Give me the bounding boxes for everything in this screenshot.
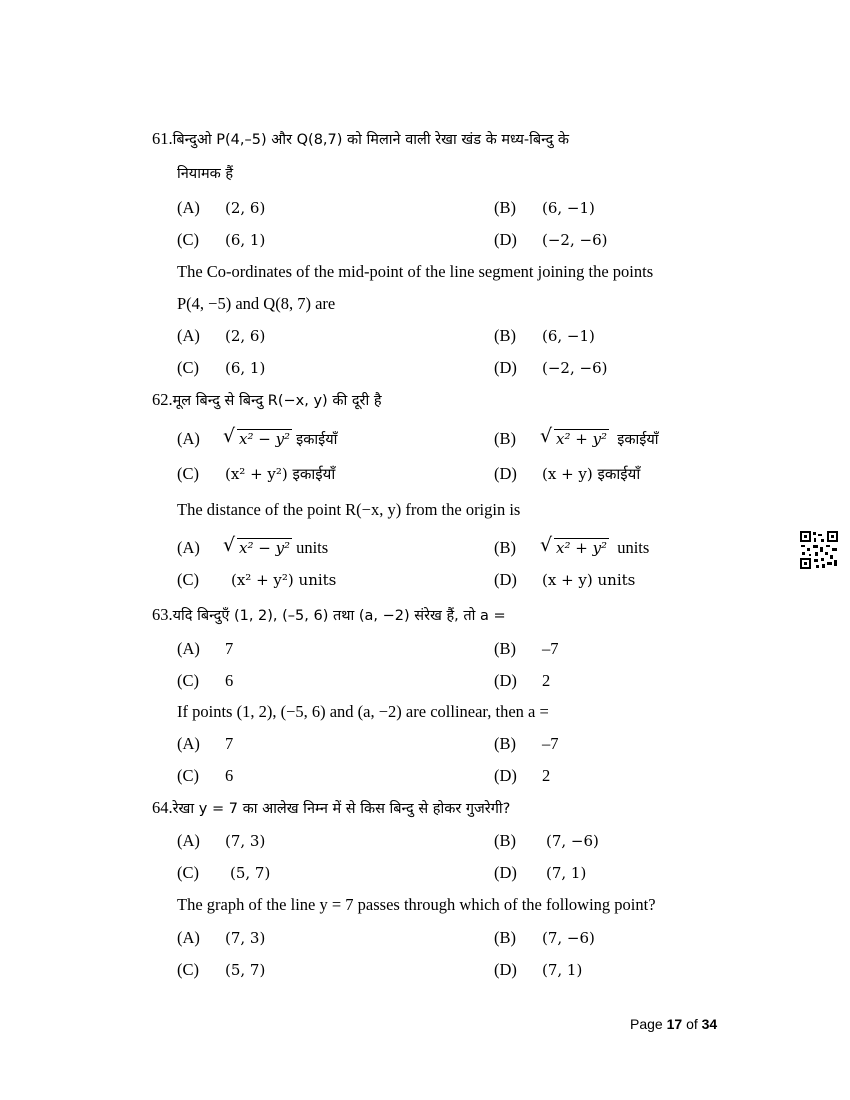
q64-en-option-a: [177, 927, 265, 949]
sqrt-expression: [225, 428, 292, 450]
q64-hi-option-c: [177, 862, 270, 884]
q62-number: 62.: [152, 390, 173, 409]
radicand: x² + y²: [556, 430, 608, 448]
option-value: (7, 1): [542, 961, 583, 979]
option-value: 7: [225, 639, 234, 658]
option-label: (B): [494, 326, 516, 345]
q62-hindi-line: [152, 389, 752, 412]
q62-hindi-text: मूल बिन्दु से बिन्दु R(−x, y) की दूरी है: [172, 393, 382, 409]
option-label: (C): [177, 230, 199, 249]
q64-hindi-line: [152, 797, 752, 820]
q62-hi-option-a: [177, 428, 337, 451]
unit-text: इकाईयाँ: [617, 432, 659, 448]
q62-en-option-a: [177, 537, 328, 559]
q61-hindi-text: बिन्दुओ P(4,–5) और Q(8,7) को मिलाने वाली रेखा खंड के मध्य-बिन्दु के: [172, 132, 570, 148]
footer-of: of: [686, 1016, 698, 1032]
q61-en-option-a: [177, 325, 265, 347]
q63-en-option-d: [494, 765, 550, 787]
option-label: (A): [177, 639, 200, 658]
radicand: x² − y²: [239, 430, 291, 448]
option-label: (D): [494, 358, 517, 377]
q63-hi-option-c: [177, 670, 233, 692]
sqrt-expression: [542, 428, 609, 450]
option-label: (B): [494, 538, 516, 557]
radicand: x² − y²: [239, 539, 291, 557]
q61-en-option-d: [494, 357, 607, 379]
q62-hi-option-b: [494, 428, 659, 451]
q63-en-option-a: [177, 733, 233, 755]
qr-code-icon: [799, 530, 839, 570]
radicand: x² + y²: [556, 539, 608, 557]
sqrt-expression: [225, 537, 292, 559]
unit-text: units: [617, 538, 650, 557]
q64-hi-option-d: [494, 862, 586, 884]
option-label: (A): [177, 326, 200, 345]
q62-en-option-c: [177, 569, 336, 591]
option-value: (6, −1): [542, 327, 595, 345]
unit-text: इकाईयाँ: [296, 432, 338, 448]
option-value: 6: [225, 671, 234, 690]
option-label: (C): [177, 863, 199, 882]
option-label: (C): [177, 570, 199, 589]
option-value: –7: [542, 734, 559, 753]
option-label: (A): [177, 831, 200, 850]
option-label: (C): [177, 671, 199, 690]
q63-hi-option-a: [177, 638, 233, 660]
q62-en-option-b: [494, 537, 649, 559]
q62-hi-option-c: [177, 463, 335, 485]
option-value: (2, 6): [225, 199, 266, 217]
option-value: 7: [225, 734, 234, 753]
q61-hindi-line2: [177, 162, 777, 185]
option-value: (x² + y²) units: [231, 571, 337, 589]
option-label: (D): [494, 570, 517, 589]
option-value: 2: [542, 766, 551, 785]
option-label: (D): [494, 230, 517, 249]
option-value: (5, 7): [230, 864, 271, 882]
option-value: (7, −6): [542, 929, 595, 947]
option-label: (C): [177, 358, 199, 377]
q63-hindi-text: यदि बिन्दुएँ (1, 2), (–5, 6) तथा (a, −2) संरेख हैं, तो a =: [172, 608, 506, 624]
option-value: 2: [542, 671, 551, 690]
option-value: (7, 3): [225, 832, 266, 850]
q61-english-text2: P(4, −5) and Q(8, 7) are: [177, 294, 336, 313]
q63-hi-option-b: [494, 638, 559, 660]
option-value: (7, −6): [546, 832, 599, 850]
q61-hi-option-d: [494, 229, 607, 251]
option-label: (D): [494, 464, 517, 483]
q61-hi-option-b: [494, 197, 595, 219]
q63-en-option-c: [177, 765, 233, 787]
option-label: (B): [494, 734, 516, 753]
q63-english-line: [177, 701, 777, 723]
option-value: (2, 6): [225, 327, 266, 345]
q63-hindi-line: [152, 604, 752, 627]
q63-hi-option-d: [494, 670, 550, 692]
option-value: (5, 7): [225, 961, 266, 979]
option-label: (B): [494, 198, 516, 217]
q63-english-text: If points (1, 2), (−5, 6) and (a, −2) are collinear, then a =: [177, 702, 549, 721]
current-page-number: 17: [666, 1016, 683, 1032]
option-label: (D): [494, 671, 517, 690]
q64-hi-option-a: [177, 830, 265, 852]
q64-hi-option-b: [494, 830, 599, 852]
option-label: (A): [177, 734, 200, 753]
option-value: (−2, −6): [542, 231, 608, 249]
unit-text: units: [296, 538, 329, 557]
option-label: (A): [177, 538, 200, 557]
option-value: 6: [225, 766, 234, 785]
option-label: (D): [494, 863, 517, 882]
option-label: (D): [494, 766, 517, 785]
option-value: (−2, −6): [542, 359, 608, 377]
option-label: (B): [494, 928, 516, 947]
q63-en-option-b: [494, 733, 559, 755]
q62-en-option-d: [494, 569, 635, 591]
q64-number: 64.: [152, 798, 173, 817]
option-label: (D): [494, 960, 517, 979]
total-pages: 34: [701, 1016, 718, 1032]
option-label: (A): [177, 928, 200, 947]
option-label: (C): [177, 464, 199, 483]
option-value: (6, 1): [225, 231, 266, 249]
footer-prefix: Page: [630, 1016, 663, 1032]
option-label: (C): [177, 960, 199, 979]
q64-en-option-c: [177, 959, 265, 981]
option-label: (C): [177, 766, 199, 785]
option-value: (6, −1): [542, 199, 595, 217]
page-footer: [630, 1016, 717, 1032]
q64-english-text: The graph of the line y = 7 passes through which of the following point?: [177, 895, 656, 914]
q61-en-option-b: [494, 325, 595, 347]
option-label: (A): [177, 429, 200, 448]
q64-en-option-b: [494, 927, 595, 949]
option-label: (B): [494, 429, 516, 448]
option-value: (x² + y²) इकाईयाँ: [225, 465, 336, 483]
option-label: (B): [494, 831, 516, 850]
option-value: (x + y) इकाईयाँ: [542, 465, 641, 483]
q61-hi-option-c: [177, 229, 265, 251]
option-value: (x + y) units: [542, 571, 636, 589]
option-value: –7: [542, 639, 559, 658]
option-value: (6, 1): [225, 359, 266, 377]
q63-number: 63.: [152, 605, 173, 624]
q61-english-line2: [177, 293, 777, 315]
q61-english-line1: [177, 261, 777, 283]
q61-number: 61.: [152, 129, 173, 148]
option-label: (A): [177, 198, 200, 217]
q61-hi-option-a: [177, 197, 265, 219]
option-value: (7, 1): [546, 864, 587, 882]
sqrt-expression: [542, 537, 609, 559]
q61-en-option-c: [177, 357, 265, 379]
q61-hindi-line1: [152, 128, 752, 151]
q62-english-text: The distance of the point R(−x, y) from the origin is: [177, 500, 521, 519]
option-label: (B): [494, 639, 516, 658]
q61-english-text: The Co-ordinates of the mid-point of the line segment joining the points: [177, 262, 654, 281]
q64-en-option-d: [494, 959, 582, 981]
q62-hi-option-d: [494, 463, 640, 485]
q64-hindi-text: रेखा y = 7 का आलेख निम्न में से किस बिन्दु से होकर गुजरेगी?: [172, 801, 511, 817]
q62-english-line: [177, 499, 777, 521]
option-value: (7, 3): [225, 929, 266, 947]
q64-english-line: [177, 894, 777, 916]
q61-hindi-text2: नियामक हैं: [177, 166, 234, 182]
